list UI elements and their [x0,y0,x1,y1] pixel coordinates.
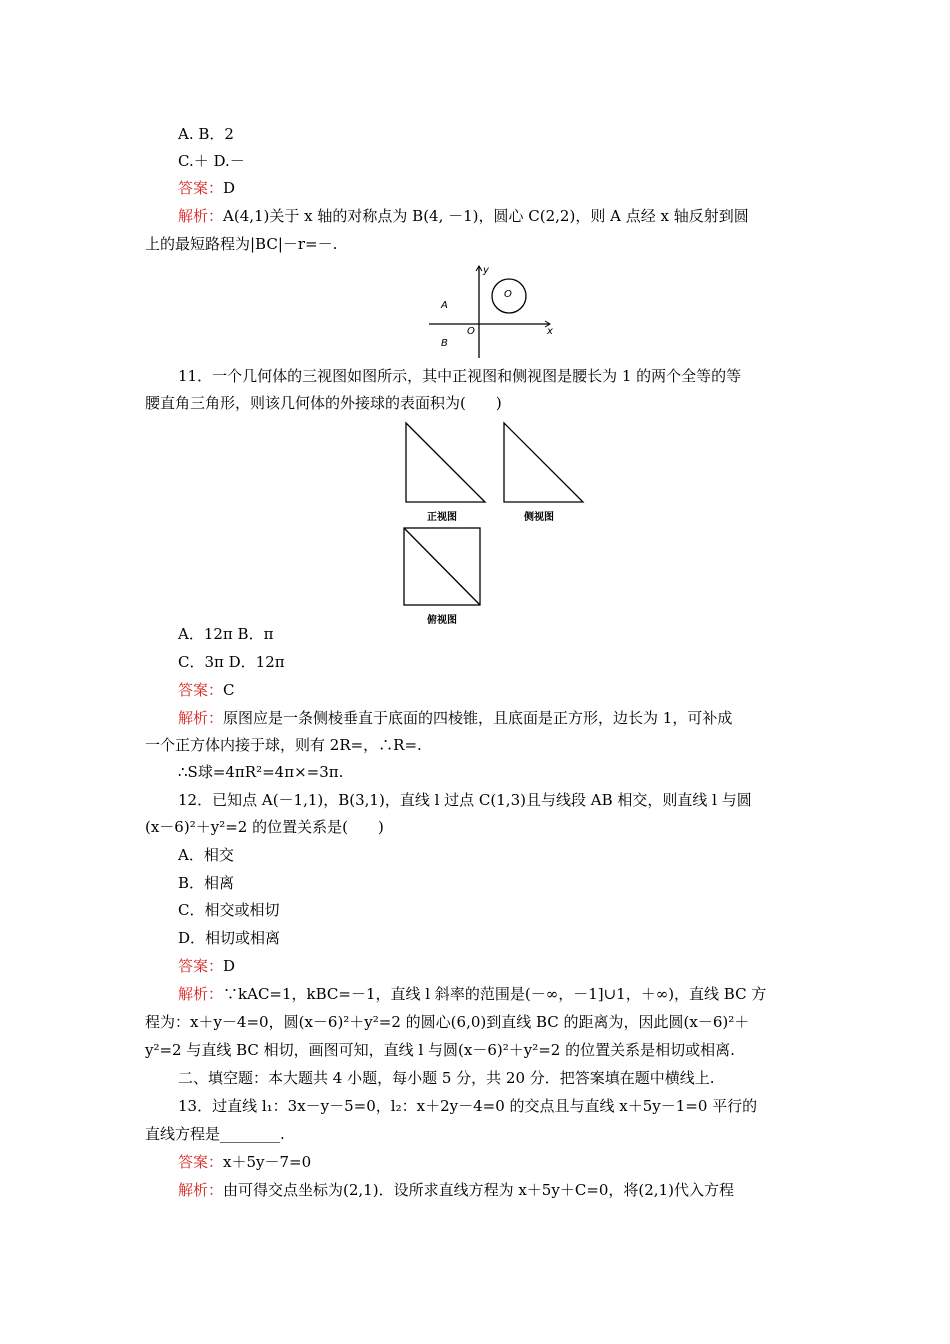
circle-center-label: O [504,289,512,300]
q13-stem-line1: 13．过直线 l₁：3x－y－5=0，l₂：x＋2y－4=0 的交点且与直线 x＋5y－1=0 平行的 [178,1097,758,1115]
q12-analysis-line1 [178,984,766,1004]
q12-analysis-line2: 程为：x＋y－4=0，圆(x－6)²＋y²=2 的圆心(6,0)到直线 BC 的距离为，因此圆(x－6)²＋ [145,1013,750,1031]
top-view-figure [402,526,482,608]
q10-coordinate-figure [425,264,560,360]
origin-label: O [467,326,475,337]
q10-analysis-line2: 上的最短路程为|BC|－r=－. [145,235,338,253]
q12-option-a: A．相交 [178,846,234,864]
q10-answer [178,178,235,198]
answer-label: 答案： [178,179,224,197]
analysis-label: 解析： [178,709,224,727]
q12-answer [178,956,235,976]
answer-value: D [223,179,236,197]
q13-stem-line2: 直线方程是________. [145,1125,285,1143]
analysis-label: 解析： [178,985,224,1003]
analysis-text: 由可得交点坐标为(2,1)．设所求直线方程为 x＋5y＋C=0，将(2,1)代入方程 [223,1181,734,1199]
q11-answer [178,680,235,700]
x-axis-label: x [547,326,553,337]
answer-label: 答案： [178,681,224,699]
answer-label: 答案： [178,957,224,975]
q12-stem-line1: 12．已知点 A(－1,1)，B(3,1)，直线 l 过点 C(1,3)且与线段 AB 相交，则直线 l 与圆 [178,791,752,809]
q12-option-d: D．相切或相离 [178,929,281,947]
y-axis-label: y [483,265,489,276]
q12-stem-line2: (x－6)²＋y²=2 的位置关系是( ) [145,818,384,836]
q11-analysis-line1 [178,708,732,728]
side-view-figure [502,421,586,505]
q11-options-ab: A．12π B．π [178,625,274,643]
top-view-label: 俯视图 [427,615,457,626]
analysis-text: 原图应是一条侧棱垂直于底面的四棱锥，且底面是正方形，边长为 1，可补成 [223,709,733,727]
q11-options-cd: C．3π D．12π [178,653,285,671]
q12-option-b: B．相离 [178,874,235,892]
answer-value: D [223,957,236,975]
analysis-text: ∵kAC=1，kBC=－1，直线 l 斜率的范围是(－∞，－1]∪1，＋∞)，直线 BC 方 [223,985,767,1003]
analysis-text: A(4,1)关于 x 轴的对称点为 B(4, －1)，圆心 C(2,2)，则 A 点经 x 轴反射到圆 [223,207,749,225]
answer-value: x＋5y－7=0 [223,1153,312,1171]
side-view-label: 侧视图 [524,512,554,523]
analysis-label: 解析： [178,1181,224,1199]
analysis-label: 解析： [178,207,224,225]
q13-answer [178,1152,311,1172]
point-a-label: A [441,300,448,311]
q10-options-ab: A. B．2 [178,125,234,143]
front-view-label: 正视图 [427,512,457,523]
q10-options-cd: C.＋ D.－ [178,152,245,170]
q13-analysis-line1 [178,1180,734,1200]
q12-option-c: C．相交或相切 [178,901,280,919]
q10-analysis-line1 [178,206,749,226]
answer-label: 答案： [178,1153,224,1171]
point-b-label: B [441,338,448,349]
front-view-figure [404,421,488,505]
q12-analysis-line3: y²=2 与直线 BC 相切，画图可知，直线 l 与圆(x－6)²＋y²=2 的位置关系是相切或相离. [145,1041,735,1059]
section-heading: 二、填空题：本大题共 4 小题，每小题 5 分，共 20 分．把答案填在题中横线上. [178,1069,715,1087]
q11-stem-line2: 腰直角三角形，则该几何体的外接球的表面积为( ) [145,394,502,412]
answer-value: C [223,681,235,699]
q11-analysis-line3: ∴S球=4πR²=4π×=3π. [178,763,344,781]
q11-analysis-line2: 一个正方体内接于球，则有 2R=，∴R=. [145,736,422,754]
q11-stem-line1: 11．一个几何体的三视图如图所示，其中正视图和侧视图是腰长为 1 的两个全等的等 [178,367,742,385]
